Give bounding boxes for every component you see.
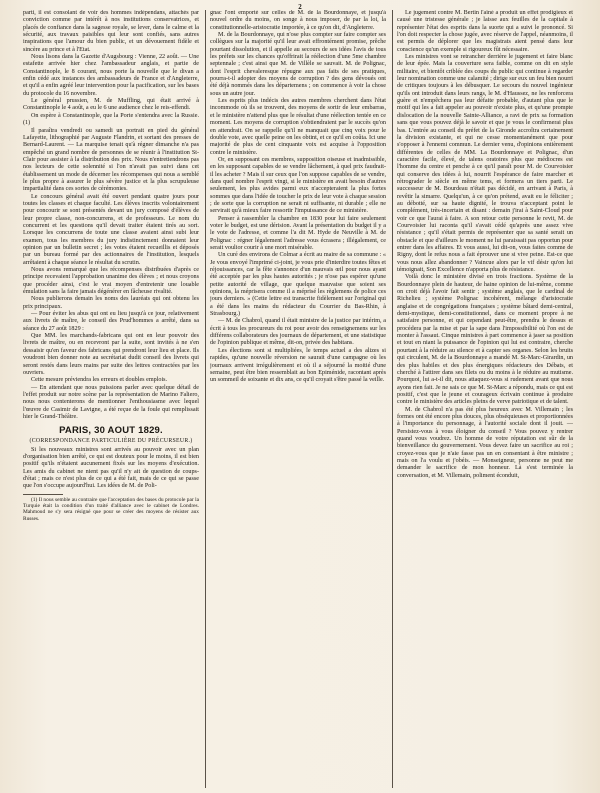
column-rule bbox=[392, 10, 393, 788]
column-2 bbox=[210, 10, 386, 788]
paragraph: Or, en supposant ces membres, supposition oiseuse et inadmissible, en les supposant capables de se vendre lâchement, à quel prix faudrait-il les acheter ? Mais il sur ceux que l'on suppose capables de se vendre, dans quel nombre l'esprit vingt, si le ministère en avait besoin d'autres seulement, les plus avides parmi eux n'accepteraient la plus fortes sommes que dans l'idée de toucher le prix de leur vote à chaque session ; de sorte que la corruption ne serait ni suffisante, ni durable ; elle ne servirait qu'à mieux faire ressortir l'impuissance de ce ministère. bbox=[210, 156, 386, 215]
page-number: 2 bbox=[298, 3, 302, 11]
paragraph: Le général prussien, M. de Muffling, qui était arrivé à Constantinople le 4 août, a eu le 6 une audience chez le reis-effendi. bbox=[23, 98, 199, 112]
paragraph: M. de Chabrol n'a pas été plus heureux avec M. Villemain ; les formes ont été encore plus douces, plus obséquieuses et proportionnées à l'importance du personnage, à l'autorité sociale dont il jouit. — Persistez-vous à vous éloigner du conseil ? Vous pouvez y rentrer quand vous voudrez. Un homme de votre réputation est sûr de la bienveillance du gouvernement. Vous devez faire un sacrifice au roi ; croyez-vous que je n'aie fasse pas un en consentant à être ministre ; mais on l'a voulu et j'obéis. — Monseigneur, personne ne peut me demander le sacrifice de mon honneur. Là s'est terminée la conversation, et M. Villemain, poliment éconduit, bbox=[397, 406, 573, 479]
paragraph: Les esprits plus indécis des autres membres cherchent dans l'état incommode où ils se trouvent, des moyens de sortir de leur embarras, et le ministère n'attend plus que le résultat d'une réélection tentée en ce moment. Les moyens de corruption s'obtiendraient par le succès qu'on en attendrait. On se rappelle qu'il ne manquait que cinq voix pour le double vote, avec quelle peine on les obtint, et ce qu'il en coûta. Ici une majorité de plus de cent cinquante voix est acquise à l'opposition contre le ministère. bbox=[210, 98, 386, 156]
paragraph: Un curé des environs de Colmar a écrit au maire de sa commune : « Je vous envoyé l'imprimé ci-joint, je vous prie d'interdire toutes fêtes et réjouissances, car la fête s'annonce d'un mauvais œil pour nous ayant été acceptée par les plus hautes autorités ; je n'ose pas espérer qu'une petite autorité de village, que quelque mauvaise que soient ses opinions, la méprisera comme il a méprisé les règlemens de police ces jours derniers. » (Cette lettre est transcrite fidèlement sur l'original qui a été dans les mains du rédacteur du Courrier du Bas-Rhin, à Strasbourg.) bbox=[210, 252, 386, 318]
paragraph: Nous publierons demain les noms des lauréats qui ont obtenu les prix principaux. bbox=[23, 296, 199, 310]
paragraph: Le jugement contre M. Bertin l'aîné a produit un effet prodigieux et causé une tristesse générale ; je laisse aux feuilles de la capitale à représenter l'état des esprits dans la suorte qui a suivi le prononcé. Si l'on doit respecter la chose jugée, avec réserve de l'appel, néanmoins, il est permis de déplorer que les magistrats aient pensé dans leur conscience qu'un exemple si rigoureux fût nécessaire. bbox=[397, 10, 573, 53]
paragraph: Penser à rassembler la chambre en 1830 pour lui faire seulement voter le budget, est une dérision. Avant la présentation du budget il y a le vote de l'adresse, et comme l'a dit M. Hyde de Neuville à M. de Polignac : régner légalement l'adresse vous écrasera ; illégalement, ce serait voulior courir à une mort misérable. bbox=[210, 215, 386, 251]
paragraph: Le concours général avait été ouvert pendant quatre jours pour toutes les classes et chaque faculté. Les élèves inscrits volontairement pour concourir se sont présentés devant un jury composé d'élèves de leur propre classe, non-concurrens, et de professeurs. Le nom du concurrent et les questions qu'il devait traiter étaient tirés au sort. Lorsque les concurrens de toute une classe avaient ainsi subi leur examen, tous les membres du jury indistinctement donnaient leur opinion par un bulletin secret ; les votes étaient recueillis et déposés par un bureau formé par des actionnaires de l'institution, lesquels arrêtaient à chaque séance le résultat du scrutin. bbox=[23, 193, 199, 266]
paragraph: parti, il est consolant de voir des hommes indépendans, attachés par conviction comme par intérêt à nos institutions conservatrices, et placés de confiance dans la sagesse royale, se lever, dans le calme et la sécurité, aux travaux paisibles qui leur sont confiés, sans autres inspirations que l'amour du bien public, et un dévouement fidèle et sincère au prince et à l'Etat. bbox=[23, 10, 199, 53]
paragraph: Les ministres vont se retrancher derrière le jugement et faire blanc de leur épée. Mais la couverture sera faible, comme on dit en style militaire, et bientôt criblée des coups du public qui continue à regarder leur nomination comme une calamité ; dirige sur eux un feu bien nourri de critiques toujours à les débusquer. Le secours du nouvel ingénieur qu'ils ont introduit dans leurs rangs, le M. d'Haussez, ne les renforcera guère et n'empêchera pas leur défaite probable, d'autant plus que le motif qui les a fait appeler au pouvoir n'existe plus, et qu'une prompte dislocation de la nouvelle Sainte-Alliance, a ravi de prix sa formation sans que vous pouvez déjà le savoir et que je vous le confirmerai plus bas. L'entrée au conseil du préfet de la Gironde accroîtra certainement la division existante, et qui ne cesse momentanément que pour s'opposer à l'ennemi commun. Le dernier venu, d'opinions entièrement différentes de celles de MM. La Bourdonnaye et Polignac, d'un caractère facile, élevé, de talens oratoires plus que médiocres est l'homme du centre et penche à ce qu'il paraît pour M. de Courvoisier qui conserve des idées à lui, nourrit l'espérance de faire marcher et rétrograder le siècle en même tems, et formera un tiers parti. Le successeur de M. Bourdeau n'était pas décidé, en arrivant à Paris, à revêtir la simarre. Quelqu'un, à ce qu'on prétend, avait eu le féliciter ; au débotté, sur sa haute dignité, le trouva n'acceptant point le complément, très-incertain et disant : demain j'irai à Saint-Cloud pour voir ce que l'aurai à faire. A son retour cette personne le revit, M. de Courvoisier lui raconta qu'il s'avait cédé qu'après une assez vive résistance ; qu'il s'était permis de représenter que sa santé serait un obstacle et que d'ailleurs le moment ne lui paraissait pas opportun pour entrer dans les affaires. Et vous aussi, lui dit-on, vous faites comme de Rigny, dont le refus nous a fait éprouver une si vive peine. Est-ce que vous nous allez abandonner ? Vaincue alors par le vif désir qu'on lui témoignait, Son Excellence n'apporta plus de résistance. bbox=[397, 54, 573, 274]
paragraph: Cette mesure préviendra les erreurs et doubles emplois. bbox=[31, 377, 168, 384]
footnote-rule bbox=[23, 494, 63, 495]
paragraph: Si les nouveaux ministres sont arrivés au pouvoir avec un plan d'organisation bien arrêté, ce qui est douteux pour le moins, il est bien positif qu'ils n'étaient aucunement fixés sur les moyens d'exécution. Les amis du cabinet ne nient pas qu'il n'y ait de question de coups-d'état ; mais ce n'est plus de ce qui a été fait, mais de ce qui se passe que l'on s'occupe aujourd'hui. Les idées de M. de Poli- bbox=[23, 446, 199, 490]
column-1 bbox=[23, 10, 199, 788]
paragraph: Nous lisons dans la Gazette d'Augsbourg : Vienne, 22 août. — Une estafette arrivée hier chez l'ambassadeur anglais, et partie de Constantinople, le 8 courant, nous porte la nouvelle que le divan a enfin cédé aux instances des ambassadeurs de France et d'Angleterre, et qu'il a enfin agréé leur intervention pour la pacification, sur les bases du protocole du 16 novembre. bbox=[23, 54, 199, 97]
paragraph: Voilà donc le ministère divisé en trois fractions. Système de la Bourdonnaye plein de hauteur, de haine opinion de lui-même, comme on croit déjà l'avoir fait sentir ; système anglais, que le cardinal de Richelieu ; système Polignac incohérent, mélange d'aristocratie anglaise et de congrégations françaises ; système bâtard demi-central, demi-mystique, demi-constitutionnel, dans ce moment propre à ne satisfaire personne, et qui cependant peut-être, prendra le dessus et procédera par la mise et par la sape dans l'impossibilité où l'on est de monter à l'assaut. Cinque ministres à part commence à jaser sa position et tout en niant la puissance de l'opinion qui lui est contraire, cherche pourtant à la réduire au silence et à capter ses organes. Selon les bruits qui circulent, M. de la Bourdonnaye a mandé M. St-Marc-Girardin, un des plus habiles et des plus énergiques rédacteurs des Débats, et cherché à l'attirer dans ses filets ou du moins à le réduire au mutisme. Pourquoi, lui a-t-il dit, nous attaquez-vous si rudement avant que nous ayons rien fait. Je ne sais ce que M. St-Marc a répondu, mais ce qui est positif, c'est que le jeune et courageux écrivain continue à produire contre le ministère des articles pleins de verve patriotique et de talent. bbox=[397, 274, 573, 406]
correspondent-line: (CORRESPONDANCE PARTICULIÈRE DU PRÉCURSEUR.) bbox=[29, 438, 193, 445]
dateline-heading: PARIS, 30 AOUT 1829. bbox=[59, 425, 163, 437]
paragraph: — En attendant que nous puissions parler avec quelque détail de l'effet produit sur notre scène par la représentation de Marino Faliero, nous nous contenterons de mentionner l'enthousiasme avec lequel l'œuvre de Casimir de Lavigne, a été reçue de la foule qui remplissait hier le Grand-Théâtre. bbox=[23, 384, 199, 420]
paragraph: Nous avons remarqué que les récompenses distribuées d'après ce principe recevaient l'approbation unanime des élèves ; et nous croyons que procéder ainsi, c'est le vrai moyen d'entretenir une louable émulation sans la faire jamais dégénérer en fâcheuse rivalité. bbox=[23, 267, 199, 296]
footnote: (1) Il nous semble au contraire que l'acceptation des bases du protocole par la Turquie était la condition d'un traité d'alliance avec le cabinet de Londres. Mahmoud ne s'y sera résigné que pour se créer des moyens de résister aux Russes. bbox=[23, 496, 199, 522]
paragraph: On espère à Constantinople, que la Porte s'entendra avec la Russie. (1) bbox=[23, 112, 199, 127]
paragraph: — M. de Chabrol, quand il était ministre de la justice par intérim, a écrit à tous les procureurs du roi pour avoir des renseignemens sur les différens collaborateurs des journaux de département, et une statistique de l'opinion publique et même, dit-on, privée des habitans. bbox=[210, 318, 386, 347]
paragraph: Il paraîtra vendredi ou samedi un portrait en pied du général Lafayette, lithographié par Auguste Flandrin, et sortant des presses de Bernard-Laurent. — La marquise tenait qu'à régner dimanche n'a pas empêché un grand nombre de personnes de se réunir à l'institution St-Clair pour assister à la distribution des prix. Nous n'entretiendrons pas nos lecteurs de cette solennité si l'on n'avait pas suivi dans cet établissement un mode de décerner les récompenses qui nous a semblé le plus propre à assurer le plus sévère justice et la plus scrupuleuse impartialité dans ces sortes de cérémonies. bbox=[23, 127, 199, 193]
paragraph: — Pour éviter les abus qui ont eu lieu jusqu'à ce jour, relativement aux livrets de maître, le conseil des Prud'hommes a arrêté, dans sa séance du 27 août 1829 : bbox=[23, 311, 199, 332]
paragraph: Les élections sont si multipliées, le temps actuel a des alizes si rapides, qu'une nouvelle réversion ne saurait d'une campagne où les journaux arrivent irrégulièrement et où il a séjourné la moitié d'une semaine, peut être bien ressemblait au bon Epiménide, racontant après un sommeil de soixante et dix ans, ce qu'il croyait s'être passé la veille. bbox=[210, 347, 386, 384]
paragraph: M. de la Bourdonnaye, qui n'ose plus compter sur faire compter ses collègues sur la majorité qu'il leur avait effrontément promise, prêche pourtant dissolution, et il appelle au secours de ses idées l'avis de tous les préfets sur les chances qu'offrirait la réélection d'une 5me chambre septennale ; c'est ainsi que M. de Villèle se sauvait. M. de Polignac, dont l'esprit chevaleresque répugne aux pas faits de ses pratiques, pourra-t-il adopter des moyens de corruption ? des gens dévoués ont été déjà nommés dans les départemens ; on commence à voir la chose sous un autre jour. bbox=[210, 32, 386, 97]
column-rule bbox=[205, 10, 206, 788]
paragraph: gnac l'ont emporté sur celles de M. de la Bourdonnaye, et jusqu'à nouvel ordre du moins, on songe à nous imposer, de par la loi, la constitutionnelle-aristocratie importée, à ce qu'on dit, d'Angleterre. bbox=[210, 10, 386, 31]
column-3 bbox=[397, 10, 573, 788]
paragraph: Que MM. les marchands-fabricans qui ont en leur pouvoir des livrets de maître, ou en recevront par la suite, sont invités à ne s'en dessaisir qu'en faveur des fabricans qui prendront leur lieu et place. Ils voudront bien donner note au secrétariat dudit conseil des livrets qui seront restés dans leurs mains par suite des lettres contractées par les ouvriers. bbox=[23, 333, 199, 376]
